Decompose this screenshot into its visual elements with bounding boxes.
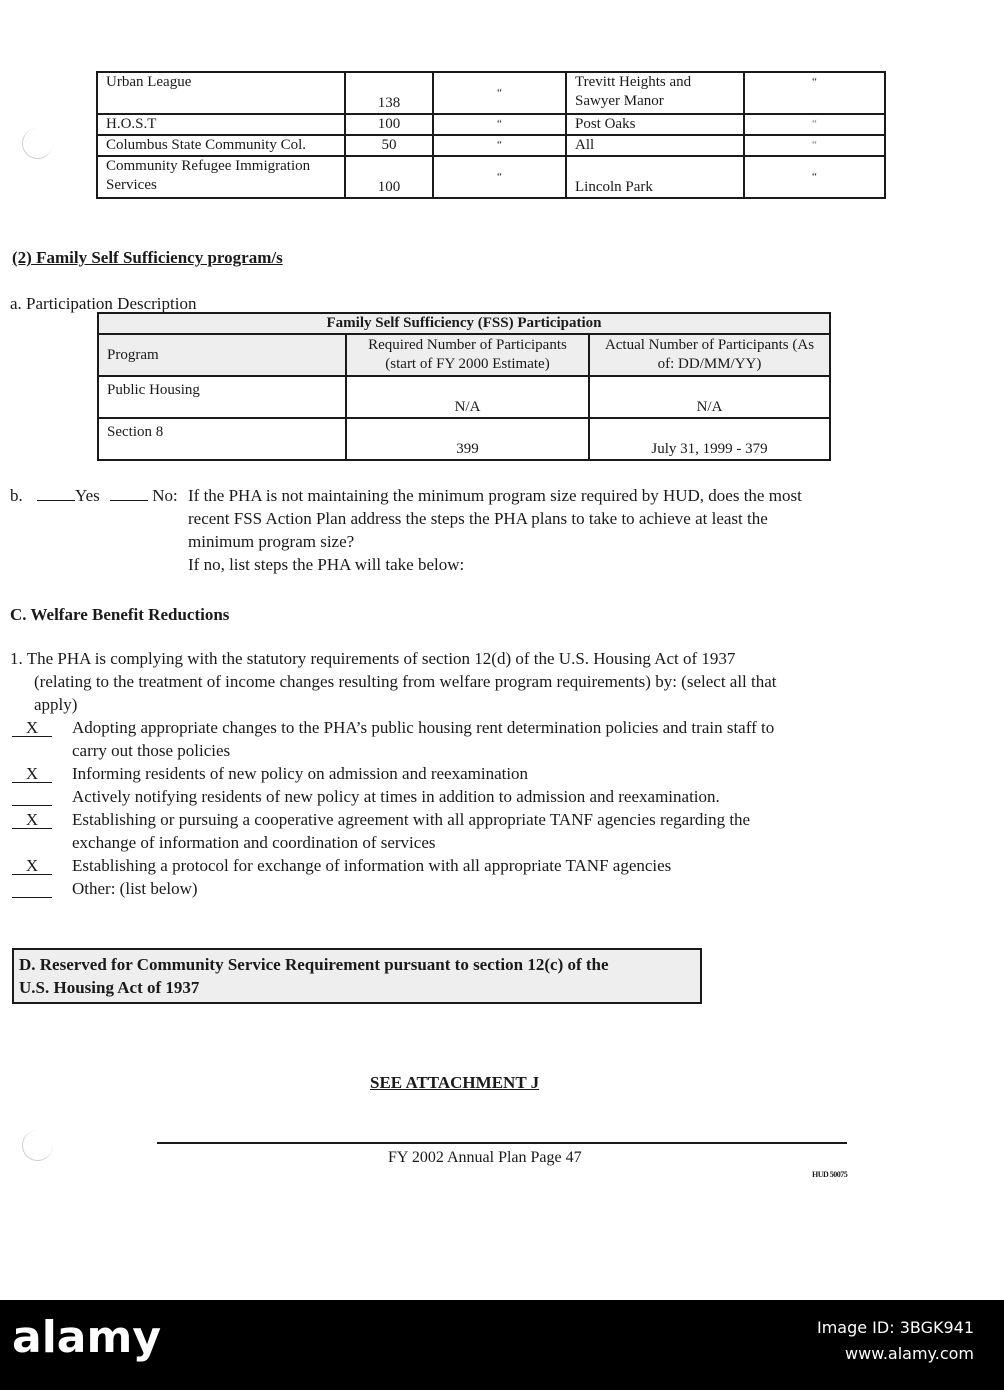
checkbox-mark[interactable]: X — [12, 716, 52, 737]
reserved-line: U.S. Housing Act of 1937 — [19, 978, 200, 997]
table-row — [97, 114, 885, 135]
checklist-item[interactable] — [12, 808, 997, 854]
item-text: Other: (list below) — [72, 879, 198, 898]
number-cell: 138 — [345, 72, 433, 114]
reserved-line: D. Reserved for Community Service Requirement pursuant to section 12(c) of the — [19, 955, 609, 974]
required-cell: N/A — [346, 376, 589, 418]
org-cell: Community Refugee Immigration Services — [97, 156, 345, 198]
ditto-cell: “ — [433, 114, 566, 135]
table-row — [97, 72, 885, 114]
checkbox-mark[interactable] — [12, 785, 52, 806]
question-line: If the PHA is not maintaining the minimum program size required by HUD, does the most — [188, 486, 802, 505]
footer-page-number: FY 2002 Annual Plan Page 47 — [388, 1149, 582, 1166]
table-row — [98, 376, 830, 418]
checklist-item[interactable] — [12, 785, 997, 808]
watermark-site: www.alamy.com — [845, 1344, 974, 1363]
item-b-question — [188, 484, 978, 576]
checklist-item[interactable] — [12, 716, 997, 762]
location-cell: Lincoln Park — [566, 156, 744, 198]
ditto-cell: “ — [744, 135, 885, 156]
item-text: carry out those policies — [72, 741, 231, 760]
fss-heading: (2) Family Self Sufficiency program/s — [12, 248, 283, 267]
actual-cell: N/A — [589, 376, 830, 418]
fss-participation-table — [97, 312, 831, 461]
checklist-item[interactable] — [12, 854, 997, 877]
watermark-bar — [0, 1300, 1004, 1390]
watermark-logo: alamy — [12, 1312, 161, 1363]
table-row — [97, 135, 885, 156]
org-cell: Columbus State Community Col. — [97, 135, 345, 156]
number-cell: 100 — [345, 114, 433, 135]
location-cell: All — [566, 135, 744, 156]
intro-line: 1. The PHA is complying with the statutory requirements of section 12(d) of the U.S. Housing Act of 1937 — [10, 649, 736, 668]
table-row — [97, 156, 885, 198]
column-header-actual: Actual Number of Participants (As of: DD/MM/YY) — [589, 334, 830, 376]
welfare-heading: C. Welfare Benefit Reductions — [10, 605, 230, 624]
program-cell: Section 8 — [98, 418, 346, 460]
checkbox-mark[interactable]: X — [12, 854, 52, 875]
ditto-cell: “ — [744, 156, 885, 198]
question-line: If no, list steps the PHA will take below: — [188, 555, 465, 574]
partner-organizations-table — [96, 71, 886, 199]
ditto-cell: “ — [433, 135, 566, 156]
yes-blank[interactable] — [37, 486, 75, 501]
required-cell: 399 — [346, 418, 589, 460]
footer-rule — [157, 1142, 847, 1144]
item-text: Establishing a protocol for exchange of information with all appropriate TANF agencies — [72, 856, 672, 875]
welfare-intro — [10, 647, 990, 716]
actual-cell: July 31, 1999 - 379 — [589, 418, 830, 460]
form-code: HUD 50075 — [812, 1170, 848, 1179]
location-cell: Trevitt Heights and Sawyer Manor — [566, 72, 744, 114]
intro-line: apply) — [34, 695, 78, 714]
org-cell: Urban League — [97, 72, 345, 114]
punch-hole-mark — [22, 1130, 53, 1161]
table-row — [98, 418, 830, 460]
checkbox-mark[interactable]: X — [12, 808, 52, 829]
item-b — [10, 484, 178, 507]
program-cell: Public Housing — [98, 376, 346, 418]
number-cell: 100 — [345, 156, 433, 198]
checkbox-mark[interactable] — [12, 877, 52, 898]
checklist-item[interactable] — [12, 877, 997, 900]
ditto-cell: “ — [744, 72, 885, 114]
question-line: minimum program size? — [188, 532, 355, 551]
ditto-cell: “ — [744, 114, 885, 135]
watermark-image-id: Image ID: 3BGK941 — [816, 1318, 974, 1337]
item-text: Actively notifying residents of new policy at times in addition to admission and reexamination. — [72, 787, 720, 806]
table-title: Family Self Sufficiency (FSS) Participation — [98, 313, 830, 334]
table-title-row — [98, 313, 830, 334]
item-text: Establishing or pursuing a cooperative agreement with all appropriate TANF agencies regarding the — [72, 810, 751, 829]
see-attachment: SEE ATTACHMENT J — [370, 1073, 540, 1092]
ditto-cell: “ — [433, 72, 566, 114]
table-header-row — [98, 334, 830, 376]
org-cell: H.O.S.T — [97, 114, 345, 135]
number-cell: 50 — [345, 135, 433, 156]
punch-hole-mark — [22, 128, 53, 159]
participation-description-label: a. Participation Description — [10, 294, 197, 313]
item-text: Adopting appropriate changes to the PHA’s public housing rent determination policies and train staff to — [72, 718, 775, 737]
intro-line: (relating to the treatment of income changes resulting from welfare program requirements) by: (select all that — [34, 672, 777, 691]
yes-label: Yes — [75, 486, 100, 505]
checklist-item[interactable] — [12, 762, 997, 785]
column-header-required: Required Number of Participants (start of FY 2000 Estimate) — [346, 334, 589, 376]
no-blank[interactable] — [110, 486, 148, 501]
item-text: exchange of information and coordination of services — [72, 833, 436, 852]
welfare-checklist — [12, 716, 997, 900]
column-header-program: Program — [98, 334, 346, 376]
location-cell: Post Oaks — [566, 114, 744, 135]
ditto-cell: “ — [433, 156, 566, 198]
item-b-label: b. — [10, 486, 23, 505]
question-line: recent FSS Action Plan address the steps the PHA plans to take to achieve at least the — [188, 509, 768, 528]
reserved-section-box — [12, 948, 702, 1004]
item-text: Informing residents of new policy on admission and reexamination — [72, 764, 529, 783]
checkbox-mark[interactable]: X — [12, 762, 52, 783]
no-label: No: — [152, 486, 178, 505]
